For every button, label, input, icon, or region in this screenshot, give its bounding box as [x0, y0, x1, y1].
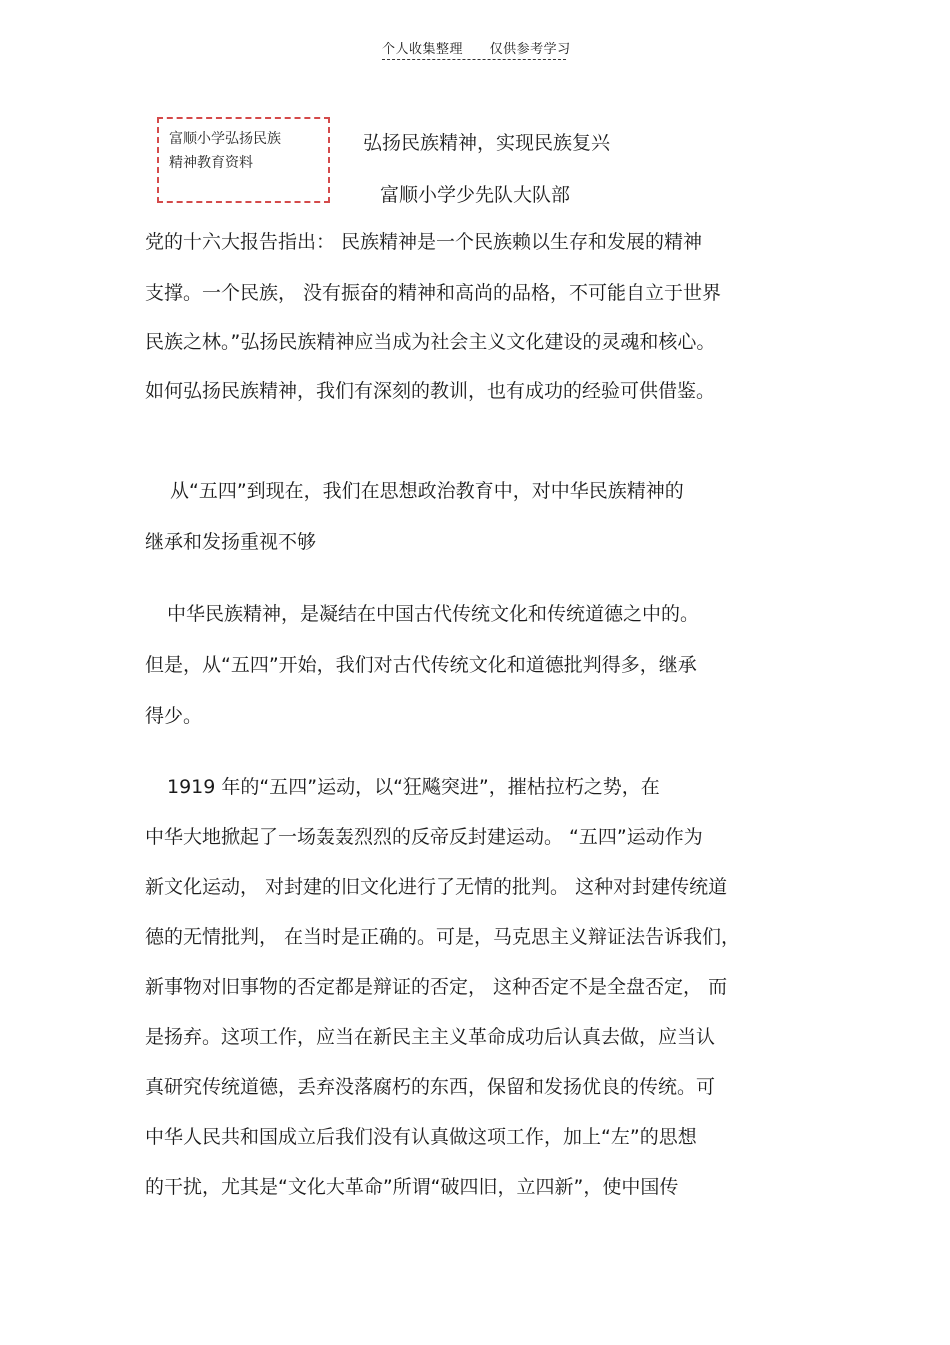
body-line: 新文化运动， 对封建的旧文化进行了无情的批判。 这种对封建传统道	[145, 876, 728, 898]
body-line: 得少。	[145, 705, 203, 727]
body-line: 真研究传统道德，丢弃没落腐朽的东西，保留和发扬优良的传统。可	[145, 1076, 716, 1098]
body-line: 是扬弃。这项工作，应当在新民主主义革命成功后认真去做，应当认	[145, 1026, 716, 1048]
stamp-line-1: 富顺小学弘扬民族	[169, 131, 281, 147]
body-line: 德的无情批判， 在当时是正确的。可是，马克思主义辩证法告诉我们，	[145, 926, 741, 948]
body-line: 但是，从“五四”开始，我们对古代传统文化和道德批判得多，继承	[145, 654, 697, 676]
body-line: 党的十六大报告指出： 民族精神是一个民族赖以生存和发展的精神	[145, 231, 703, 253]
body-line: 中华大地掀起了一场轰轰烈烈的反帝反封建运动。 “五四”运动作为	[145, 826, 703, 848]
document-subtitle: 富顺小学少先队大队部	[380, 184, 571, 206]
body-line: 继承和发扬重视不够	[145, 531, 317, 553]
body-line: 的干扰，尤其是“文化大革命”所谓“破四旧，立四新”，使中国传	[145, 1176, 679, 1198]
header-right-text: 仅供参考学习	[489, 42, 571, 57]
document-stamp-box	[157, 117, 330, 203]
body-line: 民族之林。”弘扬民族精神应当成为社会主义文化建设的灵魂和核心。	[145, 331, 716, 353]
body-line: 从“五四”到现在，我们在思想政治教育中，对中华民族精神的	[170, 480, 684, 502]
body-line: 新事物对旧事物的否定都是辩证的否定， 这种否定不是全盘否定， 而	[145, 976, 728, 998]
page-header	[382, 38, 571, 60]
header-left-text: 个人收集整理	[382, 42, 464, 57]
document-title: 弘扬民族精神，实现民族复兴	[363, 132, 611, 154]
body-line: 中华人民共和国成立后我们没有认真做这项工作，加上“左”的思想	[145, 1126, 697, 1148]
body-line: 1919 年的“五四”运动，以“狂飚突进”，摧枯拉朽之势，在	[167, 776, 660, 798]
body-line: 如何弘扬民族精神，我们有深刻的教训，也有成功的经验可供借鉴。	[145, 380, 716, 402]
body-line: 中华民族精神，是凝结在中国古代传统文化和传统道德之中的。	[167, 603, 700, 625]
stamp-line-2: 精神教育资料	[169, 155, 253, 171]
body-line: 支撑。一个民族， 没有振奋的精神和高尚的品格，不可能自立于世界	[145, 282, 722, 304]
